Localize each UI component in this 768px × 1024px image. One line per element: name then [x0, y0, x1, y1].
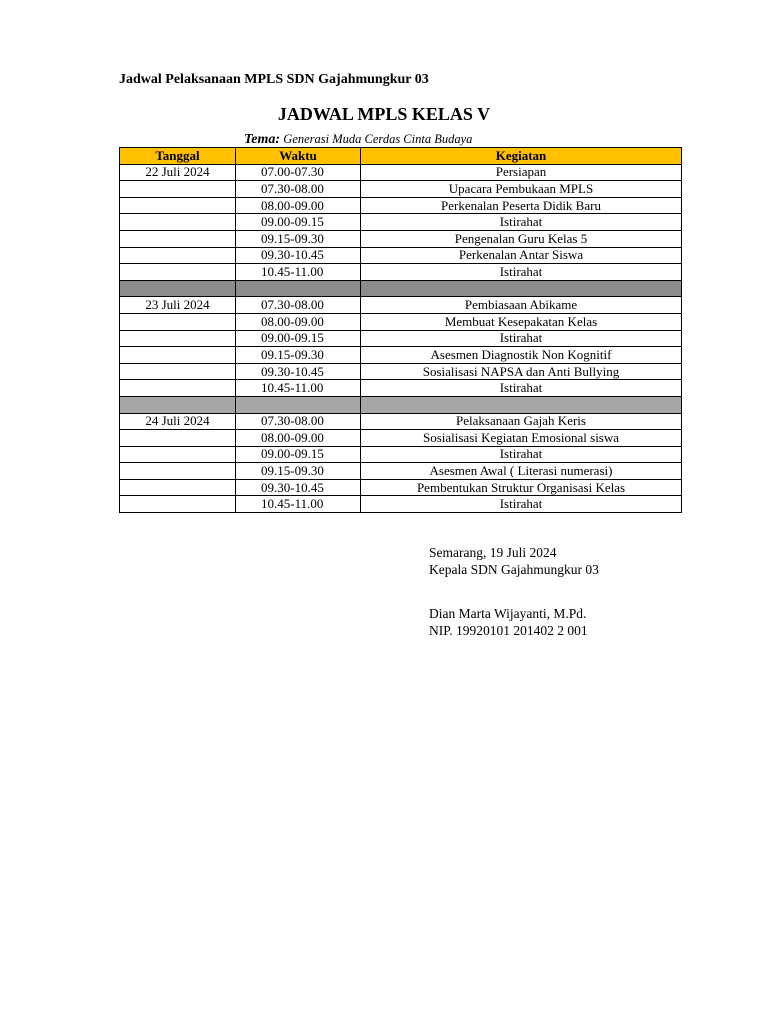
date-cell: [120, 430, 236, 447]
activity-cell: Istirahat: [361, 330, 682, 347]
activity-cell: Istirahat: [361, 496, 682, 513]
table-row: [120, 214, 682, 231]
separator-cell: [361, 280, 682, 297]
activity-cell: Asesmen Awal ( Literasi numerasi): [361, 463, 682, 480]
signature-name: Dian Marta Wijayanti, M.Pd.: [429, 606, 587, 621]
date-cell: [120, 214, 236, 231]
activity-cell: Asesmen Diagnostik Non Kognitif: [361, 347, 682, 364]
time-cell: 09.30-10.45: [236, 363, 361, 380]
table-row: [120, 247, 682, 264]
date-cell: [120, 313, 236, 330]
date-cell: [120, 247, 236, 264]
theme-label: Tema:: [244, 132, 281, 147]
separator-cell: [120, 396, 236, 413]
table-row: [120, 264, 682, 281]
time-cell: 10.45-11.00: [236, 264, 361, 281]
signature-block: [429, 544, 599, 639]
activity-cell: Pembentukan Struktur Organisasi Kelas: [361, 479, 682, 496]
activity-cell: Istirahat: [361, 214, 682, 231]
separator-cell: [120, 280, 236, 297]
time-cell: 10.45-11.00: [236, 496, 361, 513]
activity-cell: Istirahat: [361, 264, 682, 281]
time-cell: 08.00-09.00: [236, 430, 361, 447]
table-row: [120, 197, 682, 214]
table-row: [120, 181, 682, 198]
activity-cell: Pengenalan Guru Kelas 5: [361, 230, 682, 247]
activity-cell: Membuat Kesepakatan Kelas: [361, 313, 682, 330]
time-cell: 09.15-09.30: [236, 230, 361, 247]
activity-cell: Pembiasaan Abikame: [361, 297, 682, 314]
table-row: [120, 230, 682, 247]
activity-cell: Perkenalan Peserta Didik Baru: [361, 197, 682, 214]
activity-cell: Sosialisasi NAPSA dan Anti Bullying: [361, 363, 682, 380]
time-cell: 07.30-08.00: [236, 181, 361, 198]
date-cell: [120, 197, 236, 214]
activity-cell: Istirahat: [361, 380, 682, 397]
schedule-table: [119, 147, 682, 513]
table-header-row: [120, 148, 682, 165]
date-cell: [120, 479, 236, 496]
time-cell: 09.30-10.45: [236, 247, 361, 264]
date-cell: [120, 496, 236, 513]
table-row: [120, 479, 682, 496]
date-cell: [120, 446, 236, 463]
schedule-body: [120, 164, 682, 512]
column-header-kegiatan: Kegiatan: [361, 148, 682, 165]
activity-cell: Perkenalan Antar Siswa: [361, 247, 682, 264]
date-cell: [120, 347, 236, 364]
activity-cell: Upacara Pembukaan MPLS: [361, 181, 682, 198]
time-cell: 08.00-09.00: [236, 313, 361, 330]
table-row: [120, 297, 682, 314]
time-cell: 09.30-10.45: [236, 479, 361, 496]
table-row: [120, 164, 682, 181]
time-cell: 07.30-08.00: [236, 297, 361, 314]
time-cell: 09.00-09.15: [236, 446, 361, 463]
separator-cell: [236, 280, 361, 297]
time-cell: 08.00-09.00: [236, 197, 361, 214]
theme-line: [244, 131, 472, 148]
date-cell: 24 Juli 2024: [120, 413, 236, 430]
date-cell: [120, 230, 236, 247]
table-row: [120, 496, 682, 513]
table-row: [120, 380, 682, 397]
table-row: [120, 446, 682, 463]
separator-cell: [361, 396, 682, 413]
time-cell: 09.00-09.15: [236, 214, 361, 231]
activity-cell: Sosialisasi Kegiatan Emosional siswa: [361, 430, 682, 447]
time-cell: 09.15-09.30: [236, 347, 361, 364]
table-row: [120, 313, 682, 330]
date-cell: [120, 330, 236, 347]
date-cell: [120, 264, 236, 281]
activity-cell: Pelaksanaan Gajah Keris: [361, 413, 682, 430]
time-cell: 07.00-07.30: [236, 164, 361, 181]
table-row: [120, 330, 682, 347]
separator-row: [120, 280, 682, 297]
activity-cell: Persiapan: [361, 164, 682, 181]
date-cell: [120, 181, 236, 198]
document-title: JADWAL MPLS KELAS V: [277, 104, 491, 124]
table-row: [120, 430, 682, 447]
date-cell: [120, 463, 236, 480]
separator-cell: [236, 396, 361, 413]
date-cell: [120, 380, 236, 397]
date-cell: 23 Juli 2024: [120, 297, 236, 314]
table-row: [120, 413, 682, 430]
time-cell: 10.45-11.00: [236, 380, 361, 397]
time-cell: 09.00-09.15: [236, 330, 361, 347]
time-cell: 07.30-08.00: [236, 413, 361, 430]
signature-position: Kepala SDN Gajahmungkur 03: [429, 562, 599, 577]
signature-place-date: Semarang, 19 Juli 2024: [429, 545, 557, 560]
column-header-waktu: Waktu: [236, 148, 361, 165]
date-cell: 22 Juli 2024: [120, 164, 236, 181]
separator-row: [120, 396, 682, 413]
document-header: Jadwal Pelaksanaan MPLS SDN Gajahmungkur 03: [119, 72, 429, 87]
signature-nip: NIP. 19920101 201402 2 001: [429, 623, 588, 638]
table-row: [120, 463, 682, 480]
time-cell: 09.15-09.30: [236, 463, 361, 480]
table-row: [120, 363, 682, 380]
column-header-tanggal: Tanggal: [120, 148, 236, 165]
table-row: [120, 347, 682, 364]
date-cell: [120, 363, 236, 380]
activity-cell: Istirahat: [361, 446, 682, 463]
theme-value: Generasi Muda Cerdas Cinta Budaya: [283, 132, 473, 146]
